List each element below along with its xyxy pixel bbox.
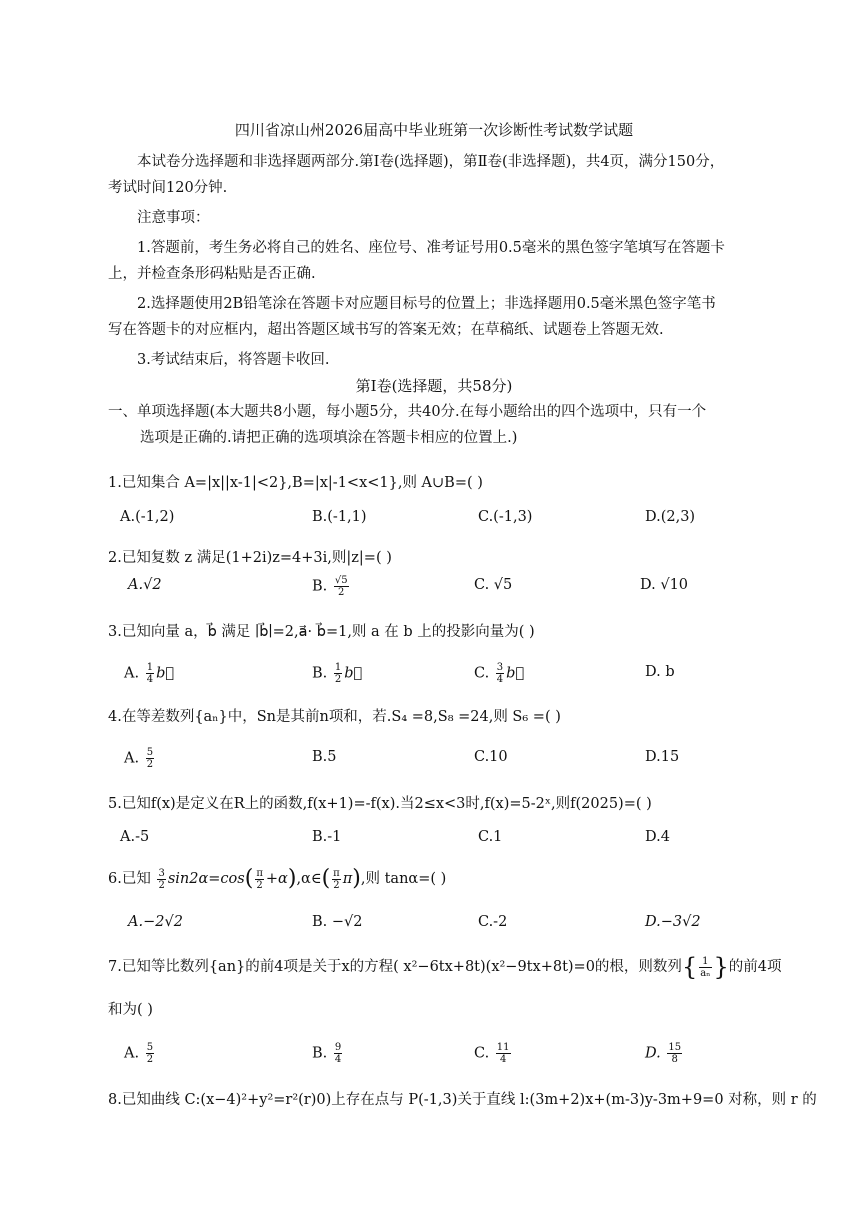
question-6-stem: 6.已知 $\frac{3}{2}$ sin2α=cos( $\frac{\pi}{2}$ +α),α∈( $\frac{\pi}{2}$ π),则 tanα=( ) <box>108 866 447 891</box>
q2-b-fraction: $\frac{√5}{2}$ <box>334 575 348 598</box>
q1-option-a: A.(-1,2) <box>120 509 175 525</box>
note-3: 3.考试结束后，将答题卡收回. <box>137 352 330 368</box>
note-1b: 上，并检查条形码粘贴是否正确. <box>108 266 316 282</box>
intro-line-2: 考试时间120分钟. <box>108 180 228 196</box>
q5-option-a: A.-5 <box>120 829 150 845</box>
q1-option-b: B.(-1,1) <box>312 509 367 525</box>
q7-fraction: $\frac{1}{\text{aₙ}}$ <box>700 955 711 979</box>
question-4-stem: 4.在等差数列{aₙ}中，Sn是其前n项和，若.S₄ =8,S₈ =24,则 S₆ =( ) <box>108 709 561 725</box>
question-3-stem: 3.已知向量 a，b⃗ 满足 ∣b⃗∣=2,a⃗· b⃗=1,则 a 在 b 上的投影向量为( ) <box>108 624 535 640</box>
q3-option-c: C. $\frac{3}{4}$ b⃗ <box>474 662 525 685</box>
q4-option-c: C.10 <box>474 749 508 765</box>
q7-option-d: D. $\frac{15}{8}$ <box>645 1042 682 1065</box>
intro-line-1: 本试卷分选择题和非选择题两部分.第Ⅰ卷(选择题)，第Ⅱ卷(非选择题)，共4页，满分150分， <box>137 154 725 170</box>
note-1a: 1.答题前，考生务必将自己的姓名、座位号、准考证号用0.5毫米的黑色签字笔填写在答题卡 <box>137 240 725 256</box>
q5-option-d: D.4 <box>645 829 670 845</box>
note-2b: 写在答题卡的对应框内，超出答题区域书写的答案无效；在草稿纸、试题卷上答题无效. <box>108 322 664 338</box>
q7-a-fraction: $\frac{5}{2}$ <box>146 1042 154 1065</box>
q1-option-c: C.(-1,3) <box>478 509 533 525</box>
q4-a-fraction: $\frac{5}{2}$ <box>146 747 154 770</box>
q4-option-a: A. $\frac{5}{2}$ <box>124 747 154 770</box>
part1-line-1: 一、单项选择题(本大题共8小题，每小题5分，共40分.在每小题给出的四个选项中，只有一个 <box>108 404 707 420</box>
q3-b-fraction: $\frac{1}{2}$ <box>334 662 342 685</box>
q3-option-a: A. $\frac{1}{4}$ b⃗ <box>124 662 175 685</box>
q6-option-a: A.−2√2 <box>128 914 183 930</box>
question-2-stem: 2.已知复数 z 满足(1+2i)z=4+3i,则|z|=( ) <box>108 550 392 566</box>
part1-line-2: 选项是正确的.请把正确的选项填涂在答题卡相应的位置上.) <box>140 430 518 446</box>
q2-option-b: B. $\frac{√5}{2}$ <box>312 575 348 598</box>
q3-option-b: B. $\frac{1}{2}$ b⃗ <box>312 662 363 685</box>
q3-option-d: D. b <box>645 664 675 680</box>
q6-option-d: D.−3√2 <box>645 914 701 930</box>
q2-option-c: C. √5 <box>474 577 513 593</box>
notes-heading: 注意事项： <box>137 210 210 226</box>
q7-option-c: C. $\frac{11}{4}$ <box>474 1042 510 1065</box>
q7-b-fraction: $\frac{9}{4}$ <box>334 1042 342 1065</box>
q7-option-b: B. $\frac{9}{4}$ <box>312 1042 342 1065</box>
q3-a-fraction: $\frac{1}{4}$ <box>146 662 154 685</box>
q1-option-d: D.(2,3) <box>645 509 696 525</box>
question-5-stem: 5.已知f(x)是定义在R上的函数,f(x+1)=-f(x).当2≤x<3时,f(x)=5-2ˣ,则f(2025)=( ) <box>108 796 652 812</box>
question-7-stem: 7.已知等比数列{an}的前4项是关于x的方程( x²−6tx+8t)(x²−9tx+8t)=0的根，则数列{ $\frac{1}{\text{aₙ}}$ }的前4项 <box>108 953 782 981</box>
q7-option-a: A. $\frac{5}{2}$ <box>124 1042 154 1065</box>
q6-fraction-1: $\frac{3}{2}$ <box>158 867 165 891</box>
q4-option-b: B.5 <box>312 749 337 765</box>
question-8-stem: 8.已知曲线 C:(x−4)²+y²=r²(r)0)上存在点与 P(-1,3)关于直线 l:(3m+2)x+(m-3)y-3m+9=0 对称，则 r 的 <box>108 1092 817 1108</box>
q6-fraction-3: $\frac{\pi}{2}$ <box>333 867 340 891</box>
q6-option-b: B. −√2 <box>312 914 363 930</box>
q2-option-a: A.√2 <box>128 577 162 593</box>
note-2a: 2.选择题使用2B铅笔涂在答题卡对应题目标号的位置上；非选择题用0.5毫米黑色签字笔书 <box>137 296 716 312</box>
q2-option-d: D. √10 <box>640 577 689 593</box>
q7-d-fraction: $\frac{15}{8}$ <box>668 1042 682 1065</box>
q3-c-fraction: $\frac{3}{4}$ <box>496 662 504 685</box>
q6-fraction-2: $\frac{\pi}{2}$ <box>256 867 263 891</box>
q7-c-fraction: $\frac{11}{4}$ <box>496 1042 510 1065</box>
page-title: 四川省凉山州2026届高中毕业班第一次诊断性考试数学试题 <box>234 121 634 139</box>
question-7-line-2: 和为( ) <box>108 1002 153 1018</box>
q5-option-b: B.-1 <box>312 829 342 845</box>
section-heading: 第Ⅰ卷(选择题，共58分) <box>355 377 513 395</box>
q4-option-d: D.15 <box>645 749 680 765</box>
q6-option-c: C.-2 <box>478 914 508 930</box>
q5-option-c: C.1 <box>478 829 503 845</box>
question-1-stem: 1.已知集合 A=|x||x-1|<2},B=|x|-1<x<1},则 A∪B=( ) <box>108 475 483 491</box>
